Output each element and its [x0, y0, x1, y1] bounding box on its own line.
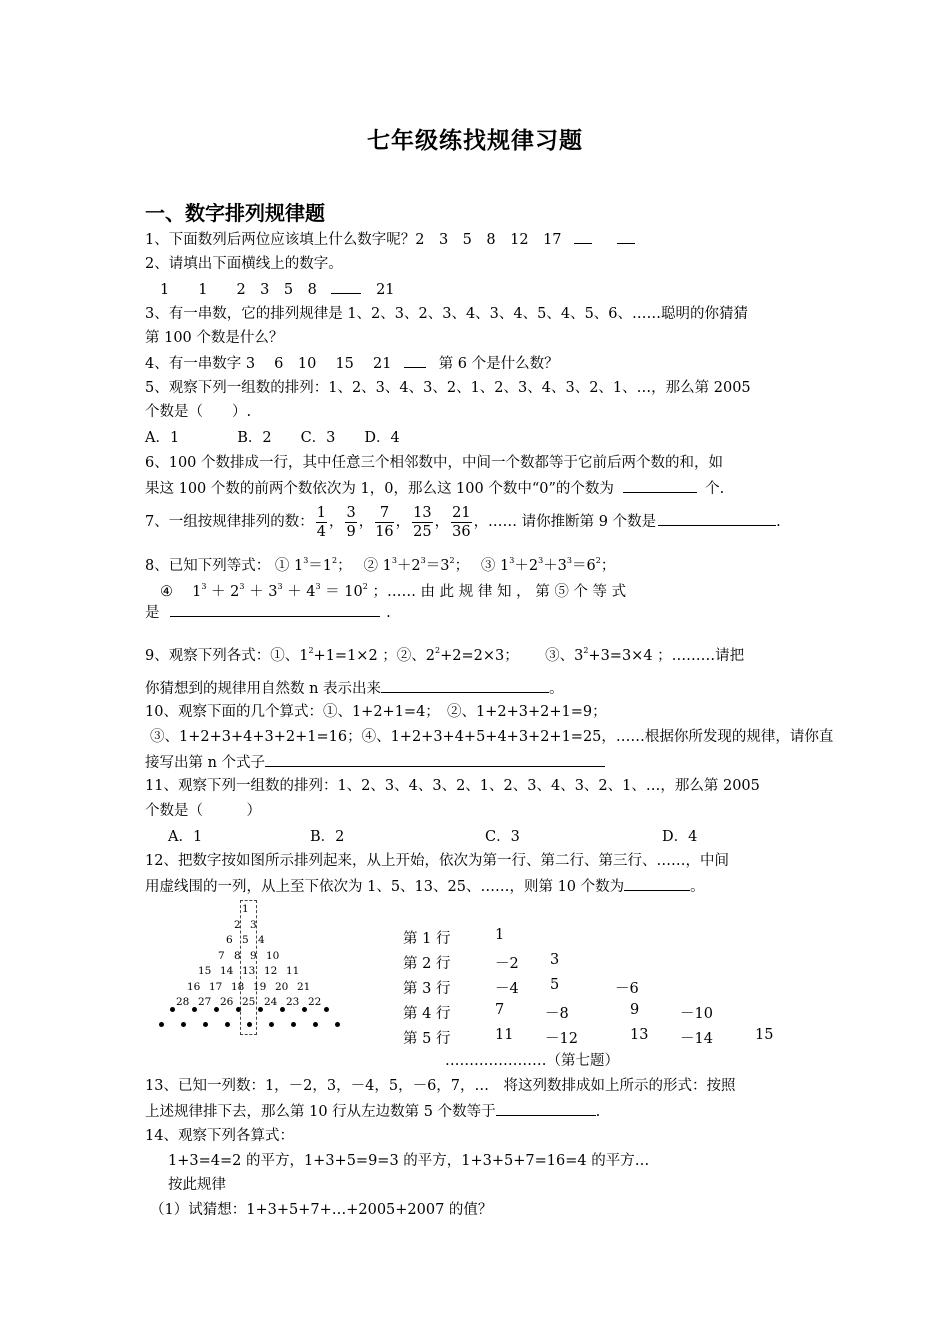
row-label: 第 3 行 [403, 981, 451, 997]
row-value: 7 [495, 1002, 505, 1018]
q10-line3: 接写出第 n 个式子 [145, 755, 266, 771]
q6-line1: 6、100 个数排成一行，其中任意三个相邻数中，中间一个数都等于它前后两个数的和，如 [145, 455, 724, 471]
triangle-number: 16 [187, 980, 201, 993]
q8-mid: ；…… 由 此 规 律 知 ， 第 ⑤ 个 等 式 [372, 584, 627, 600]
q2-text: 2、请填出下面横线上的数字。 [145, 256, 343, 272]
ellipsis-dot [159, 1022, 164, 1027]
question-13-line2: 上述规律排下去，那么第 10 行从左边数第 5 个数等于 . [145, 1101, 600, 1122]
triangle-number: 2 [234, 918, 241, 931]
row-value: 11 [495, 1027, 514, 1043]
question-6-line2 [145, 478, 724, 499]
q5-line2: 个数是（ ）. [145, 404, 252, 420]
blank [617, 229, 635, 244]
triangle-number: 14 [220, 965, 234, 977]
q11-line1: 11、观察下列一组数的排列：1、2、3、4、3、2、1、2、3、4、3、2、1、…，那么第 2005 [145, 778, 760, 794]
row-label: 第 1 行 [403, 931, 451, 947]
fraction: $\frac{1}{4}$ [316, 504, 326, 540]
ellipsis-dot [324, 1007, 329, 1012]
q3-line2: 第 100 个数是什么？ [145, 330, 284, 346]
row-value: 9 [630, 1002, 640, 1018]
page-title: 七年级练找规律习题 [367, 127, 583, 154]
ellipsis-dot [225, 1022, 230, 1027]
q13-line1: 13、已知一列数：1，－2，3，－4，5，－6，7，… 将这列数排成如上所示的形式：按照 [145, 1078, 736, 1094]
q4-text: 4、有一串数字 3 6 10 15 21 [145, 356, 392, 372]
triangle-number: 5 [242, 934, 249, 946]
blank [496, 1101, 596, 1116]
blank [623, 478, 697, 493]
q6-line2: 果这 100 个数的前两个数依次为 1，0，那么这 100 个数中“0”的个数为 [145, 481, 614, 497]
blank [331, 279, 361, 294]
ellipsis-dot [192, 1007, 197, 1012]
blank [404, 353, 426, 368]
ellipsis-dot [302, 1007, 307, 1012]
q7-lead: 7、一组按规律排列的数： [145, 514, 314, 530]
triangle-number: 26 [220, 996, 234, 1008]
q8-lead: 8、已知下列等式： [145, 558, 271, 574]
q12-line2: 用虚线围的一列，从上至下依次为 1、5、13、25、……，则第 10 个数为 [145, 879, 625, 895]
fraction: $\frac{21}{36}$ [452, 504, 471, 540]
row-value: 5 [550, 977, 560, 993]
question-7: 7、一组按规律排列的数： $\frac{1}{4}$ ， $\frac{3}{9}$ ， $\frac{7}{16}$ ， $\frac{13}{25}$ ， $\frac{21}{36}$ ，…… 请你推断第 9 个数是 . [145, 504, 781, 540]
ellipsis-dot [214, 1007, 219, 1012]
q11-opt-d: D．4 [662, 829, 698, 845]
blank [381, 678, 549, 693]
triangle-number: 12 [264, 965, 278, 977]
ellipsis-dot [181, 1022, 186, 1027]
row-value: －4 [495, 981, 519, 997]
question-9-line2: 你猜想到的规律用自然数 n 表示出来 。 [145, 678, 564, 699]
triangle-number: 28 [176, 996, 190, 1008]
triangle-number: 27 [198, 996, 212, 1008]
row-value: 3 [550, 952, 560, 968]
row-value: －10 [680, 1006, 713, 1022]
q14-line2: 1+3=4=2 的平方，1+3+5=9=3 的平方，1+3+5+7=16=4 的平方… [168, 1153, 650, 1169]
blank [265, 752, 605, 767]
q11-opt-b: B．2 [310, 829, 345, 845]
q10-line1: 10、观察下面的几个算式：①、1+2+1=4； ②、1+2+3+2+1=9； [145, 704, 607, 720]
q11-opt-a: A．1 [168, 829, 203, 845]
row-value: 15 [755, 1027, 774, 1043]
question-4 [145, 353, 559, 374]
triangle-number: 15 [198, 965, 212, 977]
ellipsis-dot [291, 1022, 296, 1027]
q5-options: A．1 B．2 C．3 D．4 [145, 430, 400, 446]
row-value: 1 [495, 927, 505, 943]
fraction: $\frac{13}{25}$ [413, 504, 432, 540]
ellipsis-dot [258, 1007, 263, 1012]
triangle-number: 10 [266, 949, 280, 962]
question-9: 9、观察下列各式：①、$1^2+1=1\times 2$ ；②、$2^2+2=2\times 3$； ③、$3^2+3=3\times 4$ ；………请把 [145, 646, 745, 664]
triangle-number: 7 [218, 949, 225, 962]
ellipsis-dot [236, 1007, 241, 1012]
q13-line2: 上述规律排下去，那么第 10 行从左边数第 5 个数等于 [145, 1104, 496, 1120]
triangle-number: 19 [253, 980, 267, 993]
triangle-number: 1 [242, 903, 249, 915]
triangle-number: 9 [250, 949, 257, 962]
triangle-number: 11 [286, 965, 300, 977]
q10-line2: ③、1+2+3+4+3+2+1=16；④、1+2+3+4+5+4+3+2+1=25，……根据你所发现的规律，请你直 [150, 729, 834, 745]
triangle-number: 25 [242, 996, 256, 1008]
fraction: $\frac{3}{9}$ [346, 504, 356, 540]
section-heading: 一、数字排列规律题 [145, 201, 325, 225]
row-value: －8 [545, 1006, 569, 1022]
q6-end: 个. [705, 481, 725, 497]
row-label: 第 2 行 [403, 956, 451, 972]
q7-tail: ，…… 请你推断第 9 个数是 [473, 514, 657, 530]
ellipsis-dot [203, 1022, 208, 1027]
triangle-number: 21 [297, 980, 311, 993]
question-8-line2: ④ $1^3 + 2^3 + 3^3 + 4^3 = 10^2$ ；…… 由 此 规 律 知 ， 第 ⑤ 个 等 式 [160, 582, 627, 600]
figure-caption: …………………（第七题） [445, 1053, 619, 1069]
row-value: －2 [495, 956, 519, 972]
q9-line2: 你猜想到的规律用自然数 n 表示出来 [145, 681, 382, 697]
q14-line4: （1）试猜想：1+3+5+7+…+2005+2007 的值？ [150, 1202, 493, 1218]
q14-line3: 按此规律 [168, 1177, 226, 1193]
q2-sequence [160, 279, 395, 300]
ellipsis-dot [269, 1022, 274, 1027]
q5-line1: 5、观察下列一组数的排列：1、2、3、4、3、2、1、2、3、4、3、2、1、…，那么第 2005 [145, 380, 751, 396]
triangle-number: 3 [250, 918, 257, 931]
question-8: 8、已知下列等式： ① $1^3=1^2$； ② $1^3+2^3=3^2$； ③ $1^3+2^3+3^3=6^2$； [145, 556, 616, 574]
q12-line1: 12、把数字按如图所示排列起来，从上开始，依次为第一行、第二行、第三行、……，中间 [145, 853, 729, 869]
ellipsis-dot [313, 1022, 318, 1027]
row-value: －12 [545, 1031, 578, 1047]
ellipsis-dot [335, 1022, 340, 1027]
row-value: 13 [630, 1027, 649, 1043]
question-8-line3: 是 . [145, 602, 391, 623]
triangle-number: 13 [242, 965, 256, 977]
q3-line1: 3、有一串数，它的排列规律是 1、2、3、2、3、4、3、4、5、4、5、6、……聪明的你猜猜 [145, 306, 749, 322]
row-label: 第 4 行 [403, 1006, 451, 1022]
triangle-number: 4 [258, 934, 265, 946]
triangle-number: 18 [231, 980, 245, 993]
question-1 [145, 229, 635, 250]
blank [658, 511, 776, 526]
ellipsis-dot [280, 1007, 285, 1012]
blank [574, 229, 592, 244]
triangle-number: 17 [209, 980, 223, 993]
q11-opt-c: C．3 [485, 829, 520, 845]
ellipsis-dot [170, 1007, 175, 1012]
triangle-number: 6 [226, 934, 233, 946]
triangle-number: 20 [275, 980, 289, 993]
blank [170, 602, 380, 617]
triangle-number: 8 [234, 949, 241, 962]
blank [624, 876, 690, 891]
row-value: －14 [680, 1031, 713, 1047]
question-10-line3 [145, 752, 605, 773]
q11-line2: 个数是（ ） [145, 803, 261, 819]
q1-text: 1、下面数列后两位应该填上什么数字呢？2 3 5 8 12 17 [145, 232, 562, 248]
row-label: 第 5 行 [403, 1031, 451, 1047]
q8-line3: 是 [145, 605, 160, 621]
q14-line1: 14、观察下列各算式： [145, 1128, 294, 1144]
triangle-number: 22 [308, 996, 322, 1008]
triangle-number: 23 [286, 996, 300, 1008]
ellipsis-dot [247, 1022, 252, 1027]
q2-end: 21 [376, 282, 395, 298]
row-value: －6 [615, 981, 639, 997]
question-12-line2: 用虚线围的一列，从上至下依次为 1、5、13、25、……，则第 10 个数为 。 [145, 876, 705, 897]
q4-end: 第 6 个是什么数？ [438, 356, 559, 372]
triangle-number: 24 [264, 996, 278, 1008]
q2-seq: 1 1 2 3 5 8 [160, 282, 317, 298]
fraction: $\frac{7}{16}$ [375, 504, 394, 540]
